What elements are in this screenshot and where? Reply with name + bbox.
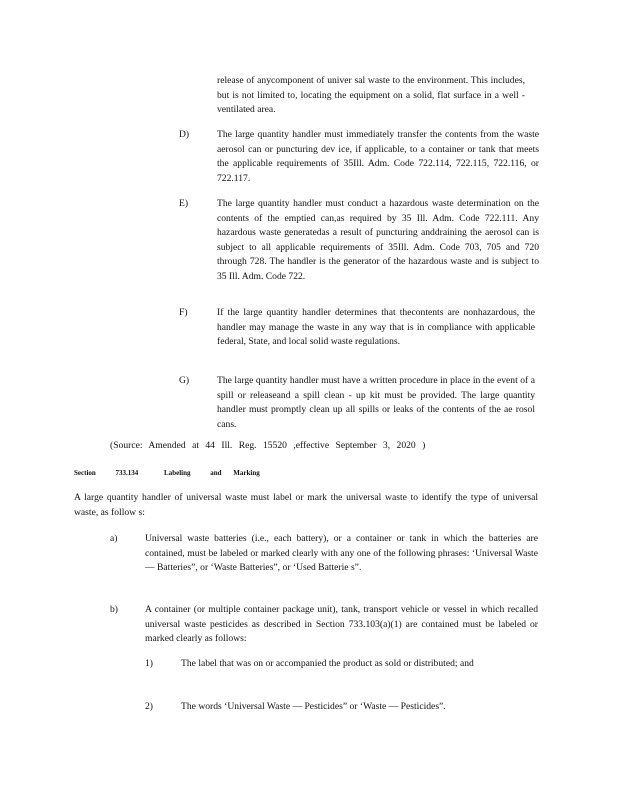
subsection-b-label: b) bbox=[110, 604, 118, 615]
sub-item-2-label: 2) bbox=[145, 701, 153, 712]
sub-item-1-text: The label that was on or accompanied the product as sold or distributed; and bbox=[181, 658, 474, 669]
item-e-label: E) bbox=[179, 198, 189, 209]
item-g-label: G) bbox=[179, 375, 190, 386]
item-f-label: F) bbox=[179, 307, 188, 318]
section-number: 733.134 bbox=[115, 469, 139, 477]
item-g-text: The large quantity handler must have a written procedure in place in the event of a spill or releaseand a spill clean - up kit must be provided. The large quantity handler must promptly clean up all spills or leaks of the contents of the ae rosol cans. bbox=[217, 375, 535, 430]
subsection-b-text: A container (or multiple container package unit), tank, transport vehicle or vessel in which recalled universal waste pesticides as described in Section 733.103(a)(1) are contained must be labeled or marked clearly as follows: bbox=[145, 604, 538, 644]
source-note: (Source: Amended at 44 Ill. Reg. 15520 ,effective September 3, 2020 ) bbox=[110, 440, 426, 451]
sub-item-2-text: The words ‘Universal Waste — Pesticides” or ‘Waste — Pesticides”. bbox=[181, 701, 446, 712]
item-e-text: The large quantity handler must conduct a hazardous waste determination on the contents of the emptied can,as required by 35 Ill. Adm. Code 722.111. Any hazardous waste generatedas a result of puncturing anddraining the aerosol can is subject to all applicable requirements of 35Ill. Adm. Code 703, 705 and 720 through 728. The handler is the generator of the hazardous waste and is subject to 35 Ill. Adm. Code 722. bbox=[217, 198, 539, 282]
section-title-and: and bbox=[210, 469, 222, 477]
intro-paragraph: A large quantity handler of universal waste must label or mark the universal waste to identify the type of universal waste, as follow s: bbox=[74, 492, 538, 518]
subsection-a-label: a) bbox=[110, 533, 118, 544]
item-d-text: The large quantity handler must immediately transfer the contents from the waste aerosol can or puncturing dev ice, if applicable, to a container or tank that meets the applicable requirements of 35Ill. Adm. Code 722.114, 722.115, 722.116, or 722.117. bbox=[217, 129, 539, 184]
section-word: Section bbox=[74, 469, 96, 477]
continuation-paragraph: release of anycomponent of univer sal waste to the environment. This includes, but is not limited to, locating the equipment on a solid, flat surface in a well -ventilated area. bbox=[217, 75, 525, 115]
section-title-marking: Marking bbox=[233, 469, 260, 477]
section-title-labeling: Labeling bbox=[164, 469, 191, 477]
item-f-text: If the large quantity handler determines that thecontents are nonhazardous, the handler may manage the waste in any way that is in compliance with applicable federal, State, and local solid waste regulations. bbox=[217, 307, 535, 347]
subsection-a-text: Universal waste batteries (i.e., each battery), or a container or tank in which the batteries are contained, must be labeled or marked clearly with any one of the following phrases: ‘Universal Waste — Batteries”, or ‘Waste Batteries”, or ‘Used Batterie s”. bbox=[145, 533, 538, 573]
section-heading bbox=[74, 468, 260, 478]
sub-item-1-label: 1) bbox=[145, 658, 153, 669]
item-d-label: D) bbox=[179, 129, 190, 140]
